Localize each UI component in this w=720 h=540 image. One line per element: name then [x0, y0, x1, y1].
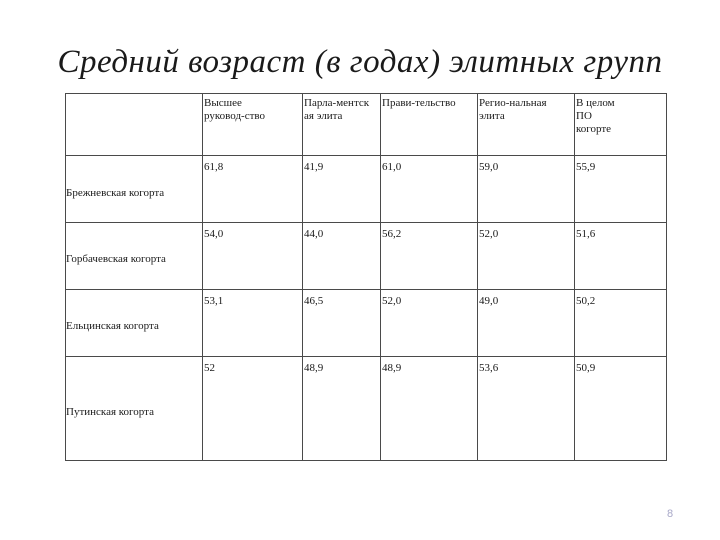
table-cell: 49,0 — [479, 295, 499, 307]
table-cell: 51,6 — [576, 228, 596, 240]
row-label-brezhnev: Брежневская когорта — [66, 187, 165, 199]
table-cell: 52,0 — [479, 228, 499, 240]
table-cell: 52,0 — [382, 295, 402, 307]
table-cell: 44,0 — [304, 228, 324, 240]
row-label-gorbachev: Горбачевская когорта — [66, 253, 166, 265]
table-cell: 48,9 — [304, 362, 324, 374]
column-header-regional-elite — [479, 97, 547, 123]
table-cell: 46,5 — [304, 295, 324, 307]
table-gridlines — [65, 93, 667, 461]
table-cell: 56,2 — [382, 228, 402, 240]
column-header-top-leadership — [204, 97, 265, 123]
table-cell: 48,9 — [382, 362, 402, 374]
page-number: 8 — [667, 508, 674, 520]
table-cell: 54,0 — [204, 228, 224, 240]
table-cell: 52 — [204, 362, 215, 374]
table-cell: 50,2 — [576, 295, 596, 307]
column-header-line: ая элита — [304, 110, 343, 122]
column-header-parliamentary-elite — [304, 97, 369, 123]
table-cell: 61,8 — [204, 161, 224, 173]
table-cell: 55,9 — [576, 161, 596, 173]
column-header-line: когорте — [576, 123, 612, 135]
slide-title: Средний возраст (в годах) элитных групп — [57, 44, 663, 80]
table-cell: 50,9 — [576, 362, 596, 374]
table-cell: 53,6 — [479, 362, 499, 374]
age-table — [65, 93, 667, 461]
column-header-line: руковод-ство — [204, 110, 266, 122]
table-cell: 41,9 — [304, 161, 324, 173]
column-header-line: Регио-нальная — [479, 97, 547, 109]
column-header-line: Высшее — [204, 97, 242, 109]
row-label-putin: Путинская когорта — [66, 406, 154, 418]
table-cell: 61,0 — [382, 161, 402, 173]
table-cell: 53,1 — [204, 295, 224, 307]
column-header-line: В целом — [576, 97, 615, 109]
column-header-government — [382, 97, 456, 110]
column-header-line: Парла-ментск — [304, 97, 370, 109]
column-header-line: элита — [479, 110, 505, 122]
column-header-line: Прави-тельство — [382, 97, 456, 109]
column-header-cohort-total — [576, 97, 615, 136]
column-header-line: ПО — [576, 110, 592, 122]
table-cell: 59,0 — [479, 161, 499, 173]
row-label-yeltsin: Ельцинская когорта — [66, 320, 159, 332]
